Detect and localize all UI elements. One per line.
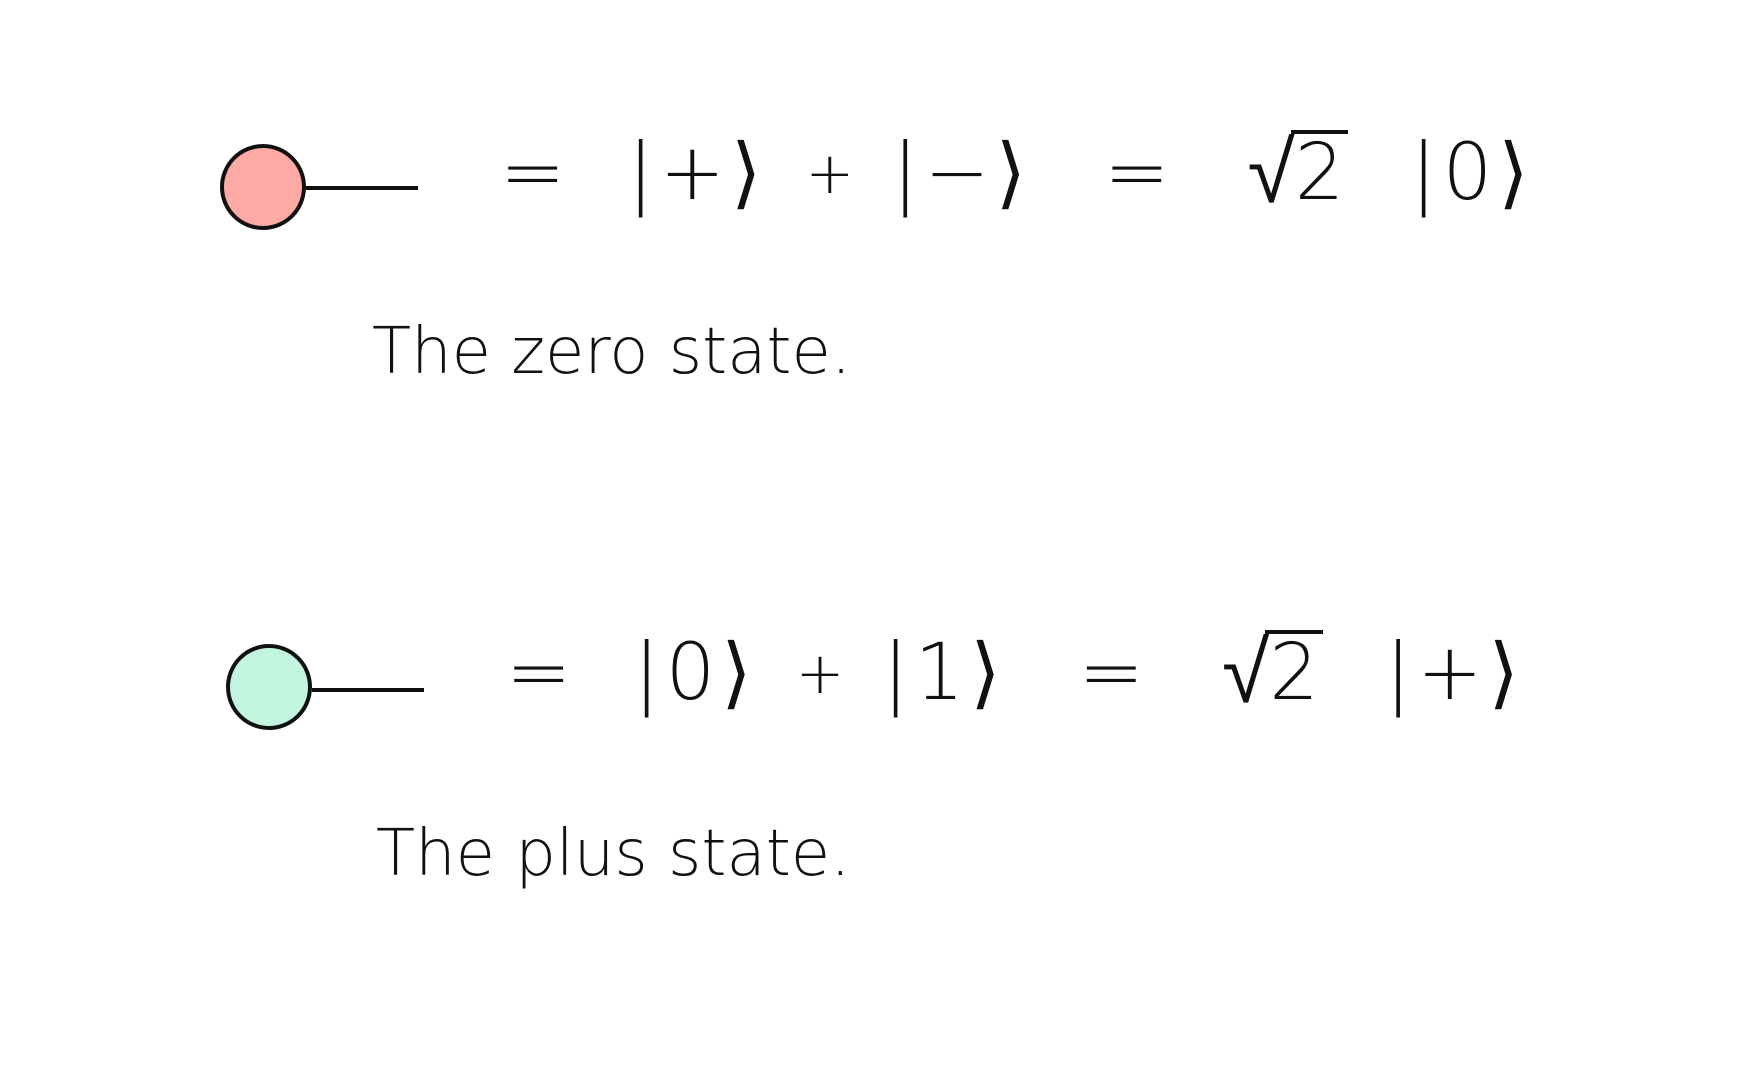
plus-state-caption: The plus state. [376, 817, 851, 891]
plus-sign: + [805, 139, 855, 207]
equals-sign-2: = [1078, 628, 1145, 718]
plus-state-row [0, 600, 1745, 891]
sqrt-radicand: 2 [1291, 130, 1349, 212]
sqrt-two [1222, 623, 1323, 723]
ket-plus-result: |+⟩ [1384, 628, 1525, 718]
sqrt-radicand: 2 [1265, 630, 1323, 712]
sqrt-sign: √ [1222, 623, 1270, 723]
output-wire [312, 688, 424, 692]
ket-one: |1⟩ [882, 628, 1007, 718]
zero-state-caption: The zero state. [372, 315, 852, 389]
red-spider-node [220, 144, 306, 230]
plus-state-equation [506, 618, 1525, 728]
zero-state-row [0, 100, 1745, 389]
output-wire [306, 186, 418, 190]
green-spider-node [226, 644, 312, 730]
equals-sign: = [506, 628, 572, 718]
sqrt-sign: √ [1247, 123, 1295, 223]
ket-minus: |−⟩ [892, 128, 1033, 218]
ket-zero-result: |0⟩ [1410, 128, 1535, 218]
ket-zero: |0⟩ [633, 628, 758, 718]
equals-sign-2: = [1104, 128, 1170, 218]
zero-state-equation [500, 118, 1535, 228]
sqrt-two [1247, 123, 1348, 223]
plus-sign: + [795, 639, 845, 707]
ket-plus: |+⟩ [627, 128, 768, 218]
equals-sign: = [500, 128, 566, 218]
